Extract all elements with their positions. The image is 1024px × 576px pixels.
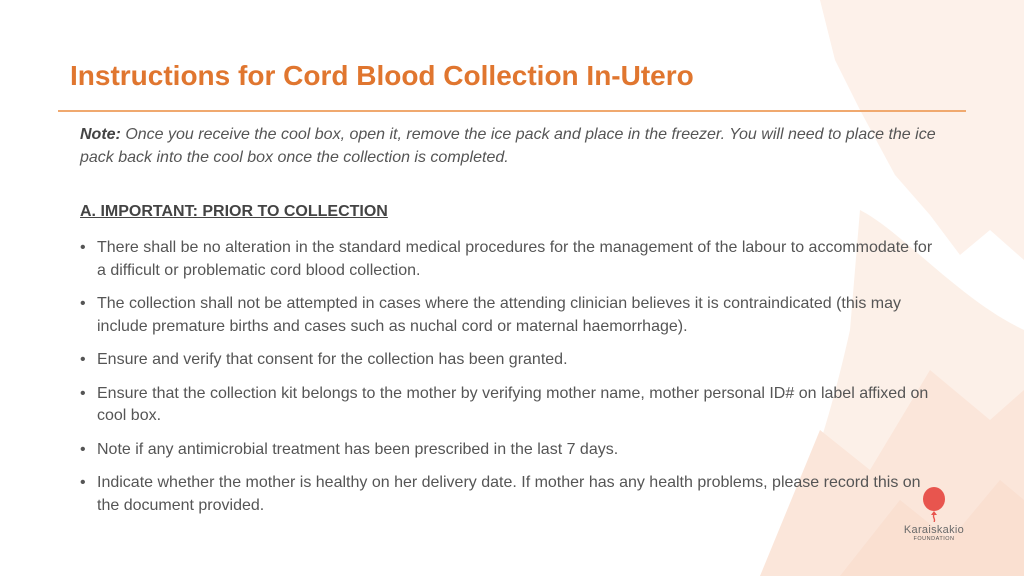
list-item <box>80 439 940 462</box>
note-paragraph <box>80 124 960 169</box>
note-label: Note: <box>80 126 121 143</box>
list-item <box>80 383 940 428</box>
balloon-icon <box>921 486 947 522</box>
list-item-text: There shall be no alteration in the standard medical procedures for the management of the labour to accommodate for a difficult or problematic cord blood collection. <box>97 239 933 279</box>
bullet-icon: • <box>80 295 86 312</box>
list-item <box>80 293 940 338</box>
list-item-text: Indicate whether the mother is healthy on her delivery date. If mother has any health problems, please record this on the document provided. <box>97 474 921 514</box>
logo-subtitle: FOUNDATION <box>913 536 955 542</box>
instruction-list <box>80 237 940 528</box>
list-item <box>80 472 940 517</box>
foundation-logo <box>892 486 976 543</box>
bullet-icon: • <box>80 351 86 368</box>
bullet-icon: • <box>80 384 86 402</box>
section-heading: A. IMPORTANT: PRIOR TO COLLECTION <box>80 203 388 220</box>
bullet-icon: • <box>80 239 86 256</box>
logo-name: Karaiskakio <box>903 524 965 536</box>
list-item-text: Ensure that the collection kit belongs to the mother by verifying mother name, mother personal ID# on label affixed on cool box. <box>97 384 929 424</box>
bullet-icon: • <box>80 440 86 458</box>
list-item <box>80 349 940 372</box>
list-item-text: Note if any antimicrobial treatment has been prescribed in the last 7 days. <box>97 440 619 458</box>
title-divider <box>58 110 966 112</box>
list-item <box>80 237 940 282</box>
list-item-text: The collection shall not be attempted in cases where the attending clinician believes it is contraindicated (this may include premature births and cases such as nuchal cord or maternal haemorrhage). <box>97 295 901 335</box>
note-text: Once you receive the cool box, open it, remove the ice pack and place in the freezer. You will need to place the ice pack back into the cool box once the collection is completed. <box>80 126 936 166</box>
page-title: Instructions for Cord Blood Collection In-Utero <box>70 60 694 91</box>
bullet-icon: • <box>80 474 86 491</box>
list-item-text: Ensure and verify that consent for the collection has been granted. <box>97 351 568 368</box>
